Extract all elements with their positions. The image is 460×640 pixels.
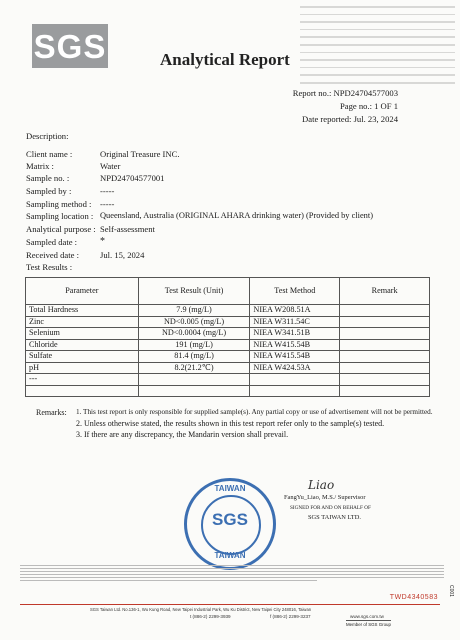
- field-value: Original Treasure INC.: [100, 149, 180, 159]
- field-value: Queensland, Australia (ORIGINAL AHARA drinking water) (Provided by client): [100, 211, 373, 220]
- field-value: Self-assessment: [100, 224, 155, 234]
- signed-on-behalf: SIGNED FOR AND ON BEHALF OF: [290, 505, 371, 511]
- footer-phone: t (886-2) 2299-3939: [190, 614, 231, 619]
- column-header: Remark: [340, 278, 430, 305]
- field-label: Received date :: [26, 250, 79, 260]
- sgs-logo: [32, 24, 108, 68]
- field-label: Sampling method :: [26, 199, 92, 209]
- result-cell: [138, 385, 250, 397]
- result-cell: 191 (mg/L): [138, 339, 250, 351]
- field-value: *: [100, 236, 105, 247]
- company-seal: [184, 478, 276, 570]
- legal-disclaimer: [20, 563, 444, 583]
- date-reported: Date reported: Jul. 23, 2024: [302, 114, 398, 124]
- table-row: [26, 339, 430, 351]
- column-header: Test Method: [250, 278, 340, 305]
- page-number: Page no.: 1 OF 1: [339, 101, 398, 111]
- footer-website: www.sgs.com.tw: [350, 614, 384, 619]
- field-label: Analytical purpose :: [26, 224, 96, 234]
- footer-address: SGS Taiwan Ltd. No.136-1, Wu Kung Road, New Taipei Industrial Park, Wu Ku District, New Taipei City 248016, Taiwan: [90, 607, 312, 612]
- method-cell: NIEA W311.54C: [250, 316, 340, 328]
- page-title: Analytical Report: [160, 50, 290, 69]
- remark-cell: [340, 339, 430, 351]
- result-cell: 7.9 (mg/L): [138, 305, 250, 317]
- column-header: Parameter: [26, 278, 139, 305]
- report-number: Report no.: NPD24704577003: [292, 88, 398, 98]
- parameter-cell: pH: [26, 362, 139, 374]
- footer: [20, 604, 440, 619]
- table-row: [26, 316, 430, 328]
- method-cell: NIEA W415.54B: [250, 351, 340, 363]
- result-cell: 8.2(21.2℃): [138, 362, 250, 374]
- remarks-label: Remarks:: [36, 408, 67, 417]
- seal-top-text: TAIWAN: [214, 484, 246, 493]
- result-cell: ND<0.005 (mg/L): [138, 316, 250, 328]
- serial-number: TWD4340583: [389, 594, 438, 601]
- parameter-cell: Sulfate: [26, 351, 139, 363]
- parameter-cell: Selenium: [26, 328, 139, 340]
- method-cell: NIEA W424.53A: [250, 362, 340, 374]
- method-cell: [250, 385, 340, 397]
- result-cell: 81.4 (mg/L): [138, 351, 250, 363]
- column-header: Test Result (Unit): [138, 278, 250, 305]
- description-label: Description:: [26, 131, 69, 141]
- field-label: Sampled by :: [26, 186, 72, 196]
- method-cell: [250, 374, 340, 386]
- field-label: Matrix :: [26, 161, 54, 171]
- seal-bottom-text: TAIWAN: [214, 551, 246, 560]
- signature: Liao: [308, 478, 335, 492]
- parameter-cell: ---: [26, 374, 139, 386]
- table-row: [26, 362, 430, 374]
- method-cell: NIEA W341.51B: [250, 328, 340, 340]
- logo-text: SGS: [33, 28, 107, 65]
- field-label: Sampling location :: [26, 211, 94, 221]
- test-results-label: Test Results :: [26, 262, 73, 272]
- field-label: Client name :: [26, 149, 73, 159]
- field-label: Sampled date :: [26, 237, 78, 247]
- remark-cell: [340, 374, 430, 386]
- signatory-name: FangYu_Liao, M.S./ Supervisor: [284, 494, 366, 501]
- side-code: C001: [448, 585, 454, 597]
- field-value: Jul. 15, 2024: [100, 250, 145, 260]
- result-cell: [138, 374, 250, 386]
- remark-cell: [340, 316, 430, 328]
- field-value: -----: [100, 186, 115, 196]
- remark-cell: [340, 351, 430, 363]
- table-header-row: [26, 278, 430, 305]
- remark-item: 2. Unless otherwise stated, the results shown in this test report refer only to the sample(s) tested.: [76, 419, 385, 428]
- member-of-group: Member of SGS Group: [346, 622, 391, 627]
- remark-cell: [340, 305, 430, 317]
- parameter-cell: Total Hardness: [26, 305, 139, 317]
- parameter-cell: Zinc: [26, 316, 139, 328]
- table-row: [26, 305, 430, 317]
- result-cell: ND<0.0004 (mg/L): [138, 328, 250, 340]
- method-cell: NIEA W208.51A: [250, 305, 340, 317]
- table-row: [26, 328, 430, 340]
- remark-item: 1. This test report is only responsible for supplied sample(s). Any partial copy or use of advertisement will not be permitted.: [76, 408, 433, 416]
- table-row: [26, 351, 430, 363]
- footer-fax: f (886-2) 2299-3237: [270, 614, 311, 619]
- remark-item: 3. If there are any discrepancy, the Mandarin version shall prevail.: [76, 430, 289, 439]
- header-fineprint: [300, 0, 455, 90]
- parameter-cell: Chloride: [26, 339, 139, 351]
- table-row: [26, 374, 430, 386]
- remark-cell: [340, 385, 430, 397]
- seal-center-text: SGS: [212, 510, 248, 529]
- field-value: -----: [100, 199, 115, 209]
- remark-cell: [340, 362, 430, 374]
- signatory-company: SGS TAIWAN LTD.: [308, 514, 361, 521]
- remark-cell: [340, 328, 430, 340]
- field-value: NPD24704577001: [100, 173, 165, 183]
- parameter-cell: [26, 385, 139, 397]
- method-cell: NIEA W415.54B: [250, 339, 340, 351]
- table-row: [26, 385, 430, 397]
- results-table: [25, 277, 430, 397]
- field-value: Water: [100, 161, 121, 171]
- field-label: Sample no. :: [26, 173, 70, 183]
